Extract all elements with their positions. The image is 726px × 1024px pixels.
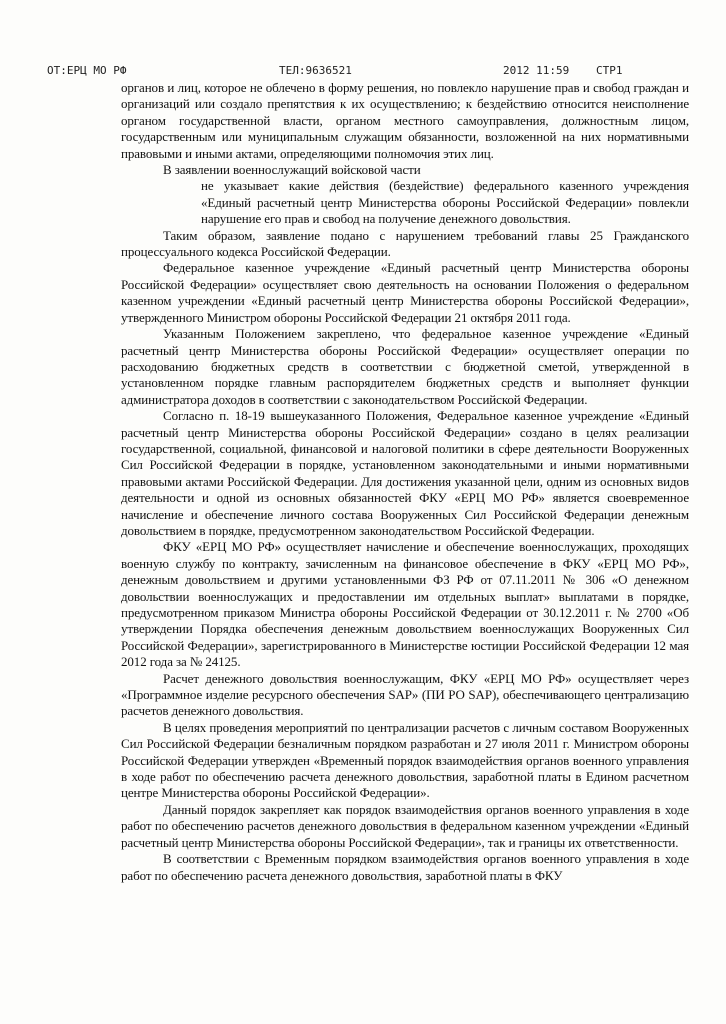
paragraph: Указанным Положением закреплено, что федеральное казенное учреждение «Единый расчетный центр Министерства обороны Российской Федерации» осуществляет операции по расходованию бюджетных средств в соответствии с бюджетной сметой, утвержденной в установленном порядке главным распорядителем бюджетных средств и выполняет функции администратора доходов в соответствии с законодательством Российской Федерации. [121,326,689,407]
paragraph: ФКУ «ЕРЦ МО РФ» осуществляет начисление и обеспечение военнослужащих, проходящих военную службу по контракту, зачисленным на финансовое обеспечение в ФКУ «ЕРЦ МО РФ», денежным довольствием и другими установленными ФЗ РФ от 07.11.2011 № 306 «О денежном довольствии военнослужащих и предоставлении им отдельных выплат» выплатами в порядке, предусмотренном приказом Министра обороны Российской Федерации от 30.12.2011 г. № 2700 «Об утверждении Порядка обеспечения денежным довольствием военнослужащих Вооруженных Сил Российской Федерации», зарегистрированного в Министерстве юстиции Российской Федерации 12 мая 2012 года за № 24125. [121,539,689,670]
paragraph: Согласно п. 18-19 вышеуказанного Положения, Федеральное казенное учреждение «Единый расчетный центр Министерства обороны Российской Федерации» создано в целях реализации государственной, социальной, финансовой и налоговой политики в сфере деятельности Вооруженных Сил Российской Федерации в порядке, установленном законодательными и иными нормативными правовыми актами Российской Федерации. Для достижения указанной цели, одним из основных видов деятельности и одной из основных обязанностей ФКУ «ЕРЦ МО РФ» является своевременное начисление и обеспечение личного состава Вооруженных Сил Российской Федерации денежным довольствием в порядке, предусмотренном законодательством Российской Федерации. [121,408,689,538]
document-body [121,80,689,884]
paragraph: В целях проведения мероприятий по централизации расчетов с личным составом Вооруженных Сил Российской Федерации безналичным порядком разработан и 27 июля 2011 г. Министром обороны Российской Федерации утвержден «Временный порядок взаимодействия органов военного управления в ходе работ по обеспечению расчета денежного довольствия, заработной платы в Едином расчетном центре Министерства обороны Российской Федерации». [121,719,689,801]
paragraph: В соответствии с Временным порядком взаимодействия органов военного управления в ходе работ по обеспечению расчета денежного довольствия, заработной платы в ФКУ [121,851,689,883]
paragraph: Таким образом, заявление подано с нарушением требований главы 25 Гражданского процессуального кодекса Российской Федерации. [121,227,689,260]
paragraph: Расчет денежного довольствия военнослужащим, ФКУ «ЕРЦ МО РФ» осуществляет через «Программное изделие ресурсного обеспечения SAP» (ПИ РО SAP), обеспечивающего централизацию расчетов денежного довольствия. [121,670,689,719]
paragraph: органов и лиц, которое не облечено в форму решения, но повлекло нарушение прав и свобод граждан и организаций или создало препятствия к их осуществлению; к бездействию относится неисполнение органом государственной власти, органом местного самоуправления, должностным лицом, государственным или муниципальным служащим обязанности, возложенной на них нормативными правовыми и иными актами, определяющими полномочия этих лиц. [121,80,689,161]
paragraph: В заявлении военнослужащий войсковой части [163,162,421,178]
paragraph: Федеральное казенное учреждение «Единый расчетный центр Министерства обороны Российской Федерации» осуществляет свою деятельность на основании Положения о федеральном казенном учреждении «Единый расчетный центр Министерства обороны Российской Федерации», утвержденного Министром обороны Российской Федерации 21 октября 2011 года. [121,260,689,325]
fax-phone: ТЕЛ:9636521 [279,64,352,77]
fax-sender: ОТ:ЕРЦ МО РФ [47,64,127,77]
fax-datetime: 2012 11:59 [503,64,570,77]
paragraph: Данный порядок закрепляет как порядок взаимодействия органов военного управления в ходе работ по обеспечению расчетов денежного довольствия в федеральном казенном учреждении «Единый расчетный центр Министерства обороны Российской Федерации», так и границы их ответственности. [121,801,689,850]
paragraph: не указывает какие действия (бездействие) федерального казенного учреждения «Единый расчетный центр Министерства обороны Российской Федерации» повлекли нарушение его прав и свобод на получение денежного довольствия. [201,178,689,227]
fax-page-number: СТР1 [596,64,623,77]
fax-header [0,60,726,80]
